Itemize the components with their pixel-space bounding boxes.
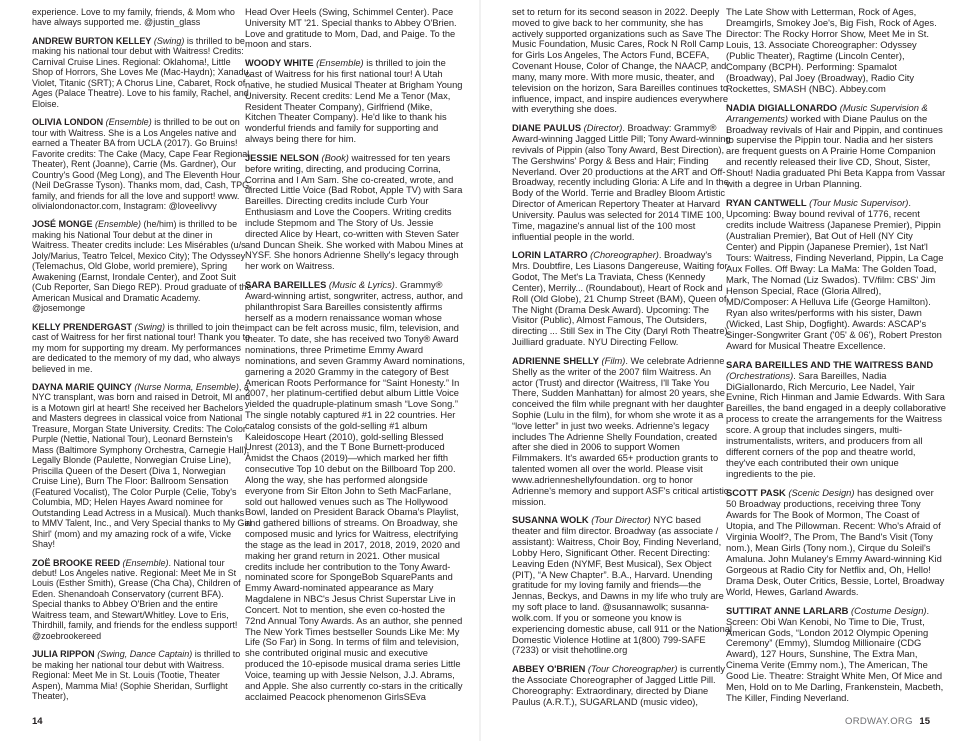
- bio-entry: [726, 606, 946, 705]
- page-number-left: 14: [32, 716, 43, 727]
- bio-text: . Upcoming: Bway bound revival of 1776, recent credits include Waitress (Japanese Premier), Pippin (Australian Premier), Bat Out of Hell (NY City Center) and Pippin (Japanese Premier), 1st Nat'l Tours: Waitress, Finding Neverland, Pippin, La Cage Aux Folles. Off Bway: La MaMa: The Golden Toad, Mark, The Nomad (Liz Swados). TV/film: CBS' Jim Henson Special, Race (Gloria Allred), MD/Composer: A Helluva Life (George Hamilton). Ryan also writes/performs with his sister, Dawn (Wicked, Last Ship, Dogfight). Awards: ASCAP's Singer-Songwriter Grant ('05' & 06'), Robert Preston Award for Musical Theatre Excellence.: [726, 197, 944, 351]
- bio-entry: [512, 356, 732, 508]
- bio-entry: [32, 219, 252, 313]
- bio-role: (Tour Choreographer): [585, 664, 678, 675]
- bio-entry: [245, 153, 465, 272]
- bio-role: (Swing): [151, 35, 185, 46]
- bio-text: . Screen: Obi Wan Kenobi, No Time to Die, Trust, American Gods, “London 2012 Olympic Opening Ceremony” (Emmy), Slumdog Millionaire (CDG Award), 127 Hours, Sunshine, The Extra Man, Cinema Verite (Emmy nom.), The American, The Good Lie. Theatre: Straight White Men, Of Mice and Men, Hold on to Me Darling, Frankenstein, Macbeth, The Killer, Finding Neverland.: [726, 604, 944, 704]
- bio-entry: [32, 558, 252, 642]
- bio-entry: [512, 664, 732, 707]
- bio-entry: [512, 123, 732, 242]
- bio-text: is thrilled to be making his national tour debut with Waitress! Credits: Carnival Cruise Lines. Regional: Oklahoma!, Little Shop of Horrors, She Loves Me (Mac-Haydn); Xanadu, Violet, Titanic (SRT); A Chorus Line, Cabaret, Rock of Ages (Palace Theatre). Love to his family, Rachel, and Eloise.: [32, 35, 252, 109]
- bio-role: (Ensemble): [103, 117, 152, 128]
- bio-role: (Swing): [132, 321, 166, 332]
- folio-right: [845, 716, 930, 727]
- bio-entry: [32, 649, 252, 701]
- bio-text: is thrilled to be making her national tour debut with Waitress. Regional: Meet Me in St. Louis (Tootie, Theater Aspen), Mamma Mia! (Sophie Sheridan, Surflight Theater),: [32, 649, 241, 702]
- page-number-right: 15: [919, 716, 930, 727]
- bio-text: worked with Diane Paulus on the Broadway revivals of Hair and Pippin, and continues to supervise the Pippin tour. Nadia and her sisters are frequent guests on A Prairie Home Companion and recently released their live CD, Shout, Sister, Shout! Nadia graduated Phi Beta Kappa from Vassar with a degree in Urban Planning.: [726, 112, 946, 190]
- bio-continuation: [726, 7, 946, 95]
- bio-role: (Choreographer): [587, 250, 659, 261]
- bio-role: (Tour Director): [588, 515, 651, 526]
- bio-continuation: [32, 7, 252, 28]
- bio-text: , a NYC transplant, was born and raised in Detroit, MI and is a Motown girl at heart! She received her Bachelors and Masters degrees in classical voice from National Treasure, Morgan State University. Credits: The Color Purple (Nettie, National Tour), Leonard Bernstein's Mass (Baltimore Symphony Orchestra, Carnegie Hall), Legally Blonde (Paulette, Norwegian Cruise Line), Priscilla Queen of the Desert (Diva 1, Norwegian Cruise Line), Burn The Floor: Ballroom Sensation (Featured Vocalist), The Color Purple (Celie, Toby's Columbia, MD; Helen Hayes Award nominee for Outstanding Lead Actress in a Musical). Much thanks to MMV Talent, Inc., and Very Special thanks to My Girl Shirl' (mom) and my amazing rock of a wife, Vicke Shay!: [32, 382, 252, 550]
- bio-role: (Orchestrations): [726, 369, 794, 381]
- bio-role: (Film): [598, 355, 626, 366]
- bio-text: is thrilled to join the cast of Waitress for her first national tour! Thank you to my mom for supporting my dream. My performances are dedicated to the memory of my dad, who always believed in me.: [32, 321, 251, 374]
- bio-text: waitressed for ten years before writing, directing, and producing Corrina, Corrina and I Am Sam. She co-created, wrote, and directed Little Voice (Bad Robot, Apple TV) with Sara Bareilles. Directing credits include Curb Your Enthusiasm and Love the Coopers. Writing credits include Stepmom and The Story of Us. Jessie directed Alice by Heart, co-written with Steven Sater and Duncan Sheik. She worked with Mabou Mines at NYSF. She honors Adrienne Shelly's legacy through her work on Waitress.: [245, 152, 464, 272]
- bio-name: SCOTT PASK: [726, 487, 786, 499]
- bio-name: SARA BAREILLES AND THE WAITRESS BAND: [726, 358, 934, 370]
- column-3: [512, 7, 732, 708]
- site-url: ORDWAY.ORG: [845, 716, 913, 727]
- bio-entry: [726, 198, 946, 351]
- bio-entry: [726, 488, 946, 598]
- bio-text: experience. Love to my family, friends, & Mom who have always supported me. @justin_glass: [32, 7, 235, 28]
- bio-text: . National tour debut! Los Angeles native. Regional: Meet Me in St Louis (Esther Smith), Grease (Cha Cha), Children of Eden. Shenandoah Conservatory (current BFA). Special thanks to Abbey O'Brien and the entire Waitress team, and Stewart/Whitley. Love to Eris, Thirdhill, family, and friends for the endless support! @zoebrookereed: [32, 557, 241, 641]
- bio-role: (Ensemble): [92, 219, 142, 230]
- bio-name: RYAN CANTWELL: [726, 197, 807, 209]
- bio-text: . Sara Bareilles, Nadia DiGiallonardo, Rich Mercurio, Lee Nadel, Yair Evnine, Rich Hinman and Jamie Edwards. With Sara Bareilles, the band engaged in a deeply collaborative process to create the arrangements for the Waitress score. A group that includes singers, multi-instrumentalists, writers, and producers from all different corners of the pop and theatre world, they've each contributed their own unique ingredients to the pie.: [726, 369, 946, 480]
- bio-name: DIANE PAULUS: [512, 123, 582, 134]
- bio-name: ANDREW BURTON KELLEY: [32, 35, 152, 46]
- bio-entry: [726, 360, 946, 480]
- bio-name: SARA BAREILLES: [245, 280, 327, 291]
- page-gutter: [479, 0, 481, 741]
- bio-name: JOSÉ MONGE: [32, 219, 93, 230]
- bio-name: LORIN LATARRO: [512, 250, 588, 261]
- bio-text: has designed over 50 Broadway productions, receiving three Tony Awards for The Book of Mormon, The Coast of Utopia, and The Pillowman. Recent: Who's Afraid of Virginia Woolf?, The Prom, The Band's Visit (Tony nom.), Mean Girls (Tony nom.), Cirque du Soleil's Amaluna. John Mulaney's Emmy Award-winning Kid Gorgeous at Radio City for Netflix and, Oh, Hello! Drama Desk, Outer Critics, Bessie, Lortel, Broadway World, Hewes, Garland Awards.: [726, 487, 945, 597]
- bio-text: (he/him) is thrilled to be making his National Tour debut at the diner in Waitress. Theater credits include: Les Misérables (u/s Joly/Marius, Teatro Telcel, Mexico City); The Odyssey (Telemachus, Old Globe, world premiere), Spring Awakening (Earnst, Irondale Center), and Zoot Suit (Cub Reporter, San Diego REP). Proud graduate of the American Musical and Dramatic Academy. @josemonge: [32, 219, 252, 314]
- bio-text: is thrilled to be out on tour with Waitress. She is a Los Angeles native and earned a Theater BA from UCLA (2017). Go Bruins! Favorite credits: The Cake (Macy, Cape Fear Regional Theater), Rent (Joanne), Carrie (Ms. Gardner), Our Country's Good (Meg Long), and The Eleventh Hour (Neil DeGrasse Tyson). Thanks mom, dad, Cash, TPG, family, and friends for all the love and support! www. olivialondonactor.com, Instagram: @loveelivvy: [32, 117, 252, 211]
- bio-text: . Grammy® Award-winning artist, songwriter, actress, author, and philanthropist Sara Bareilles consistently affirms herself as a modern renaissance woman whose impact can be felt across music, film, television, and theater. To date, she has received two Tony® Award nominations, three Primetime Emmy Award nominations, and seven Grammy Award nominations, garnering a 2020 Grammy in the category of Best American Roots Performance for “Saint Honesty.” In 2007, her platinum-certified debut album Little Voice yielded the quadruple-platinum smash “Love Song.” The single notably captured #1 in 22 countries. Her catalog consists of the gold-selling #1 album Kaleidoscope Heart (2010), gold-selling Blessed Unrest (2013), and the T Bone Burnett-produced Amidst the Chaos (2019)—which marked her fifth consecutive Top 10 debut on the Billboard Top 200. Along the way, she has performed alongside everyone from Sir Elton John to Seth MacFarlane, sold out hallowed venues such as The Hollywood Bowl, landed on President Barack Obama's Playlist, and gathered billions of streams. On Broadway, she composed music and lyrics for Waitress, electrifying the stage as the lead in 2017, 2018, 2019, 2020 and making her grand return in 2021. Other musical credits include her contribution to the Tony Award-nominated score for SpongeBob SquarePants and Emmy Award-nominated appearance as Mary Magdalene in NBC's Jesus Christ Superstar Live in Concert. Not to mention, she even co-hosted the 72nd Annual Tony Awards. As an author, she penned The New York Times bestseller Sounds Like Me: My Life (So Far) in Song. In terms of film and television, she contributed original music and executive produced the 10-episode musical drama series Little Voice, teaming up with Jessie Nelson, J.J. Abrams, and Apple. She also currently co-stars in the critically acclaimed Peacock phenomenon GirlsSEva: [245, 280, 465, 702]
- bio-role: (Costume Design): [848, 604, 927, 616]
- bio-continuation: [245, 7, 465, 50]
- bio-name: JULIA RIPPON: [32, 649, 95, 660]
- bio-text: is thrilled to join the cast of Waitress for his first national tour! A Utah native, he studied Musical Theater at Brigham Young University. Recent credits: Lend Me a Tenor (Max, Resident Theater Company), Girlfriend (Mike, Kitchen Theater Company). He'd like to thank his wonderful friends and family for supporting and always being there for him.: [245, 58, 463, 145]
- bio-name: JESSIE NELSON: [245, 152, 319, 163]
- bio-text: . Broadway: Grammy® Award-winning Jagged Little Pill; Tony Award-winning revivals of Pippin (also Tony Award, Best Direction), The Gershwins' Porgy & Bess and Hair; Finding Neverland. Over 20 productions at the ART and Off-Broadway, recently including Gloria: A Life and In the Body of the World. Terrie and Bradley Bloom Artistic Director of American Repertory Theater at Harvard University. Paulus was selected for 2014 TIME 100, Time, magazine's annual list of the 100 most influential people in the world.: [512, 123, 731, 242]
- bio-name: SUTTIRAT ANNE LARLARB: [726, 604, 849, 616]
- bio-role: (Nurse Norma, Ensemble): [131, 382, 239, 392]
- bio-role: (Swing, Dance Captain): [94, 649, 193, 660]
- bio-entry: [512, 515, 732, 656]
- bio-entry: [32, 382, 252, 550]
- bio-name: NADIA DIGIALLONARDO: [726, 101, 838, 113]
- bio-text: The Late Show with Letterman, Rock of Ages, Dreamgirls, Smokey Joe's, Big Fish, Rock of Ages. Director: The Rocky Horror Show, Meet Me in St. Louis, 13. Associate Choreographer: Odyssey (Public Theater), Ragtime (Lincoln Center), Company (BCPH). Performing: Spamalot (Broadway), Pal Joey (Broadway), Radio City Rockettes, SMASH (NBC). Abbey.com: [726, 6, 937, 94]
- bio-text: NYC based theater and film director. Broadway (as associate / assistant): Waitress, Choir Boy, Finding Neverland, Lobby Hero, Significant Other. Recent Directing: Leaving Eden (NYMF, Best Musical), Sex Object (PIT), “A New Chapter”. B.A., Harvard. Unending gratitude for my loving family and friends—the Jennas, Beckys, and Dawns in my life who truly are my soft place to land. @susannawolk; susanna-wolk.com. If you or someone you know is experiencing domestic abuse, call 911 or the National Domestic Violence Hotline at 1(800) 799-SAFE (7233) or visit thehotline.org: [512, 515, 732, 656]
- bio-name: DAYNA MARIE QUINCY: [32, 382, 132, 392]
- bio-entry: [32, 117, 252, 211]
- bio-name: ADRIENNE SHELLY: [512, 355, 599, 366]
- bio-role: (Music Supervision & Arrangements): [726, 101, 928, 124]
- bio-entry: [726, 103, 946, 191]
- bio-role: (Tour Music Supervisor): [806, 197, 909, 209]
- bio-entry: [512, 250, 732, 347]
- bio-role: (Ensemble): [120, 557, 169, 568]
- column-2: [245, 7, 465, 702]
- bio-role: (Music & Lyrics): [326, 280, 395, 291]
- bio-role: (Scenic Design): [785, 487, 855, 499]
- bio-name: ABBEY O'BRIEN: [512, 664, 586, 675]
- bio-text: Head Over Heels (Swing, Schimmel Center). Pace University MT '21. Special thanks to Abbey O'Brien. Love and gratitude to Mom, Dad, and Paige. To the moon and stars.: [245, 7, 457, 50]
- bio-entry: [32, 322, 252, 374]
- bio-name: ZOË BROOKE REED: [32, 557, 121, 568]
- bio-name: SUSANNA WOLK: [512, 515, 589, 526]
- bio-entry: [245, 58, 465, 145]
- bio-role: (Director): [581, 123, 623, 134]
- bio-entry: [32, 36, 252, 109]
- bio-entry: [245, 280, 465, 702]
- column-1: [32, 7, 252, 702]
- bio-text: . We celebrate Adrienne Shelly as the writer of the 2007 film Waitress. An actor (Trust) and director (Waitress, I'll Take You There, Sudden Manhattan) for almost 20 years, she conceived the film while pregnant with her daughter Sophie (Lulu in the film), for whom she wrote it as a “love letter” in just two weeks. Adrienne's legacy includes The Adrienne Shelly Foundation, created after she died in 2006 to support Women Filmmakers. It's awarded 65+ production grants to talented women all over the world. Please visit www.adrienneshellyfoundation. org to honor Adrienne's memory and support ASF's critical artistic mission.: [512, 355, 729, 507]
- bio-continuation: [512, 7, 732, 115]
- bio-text: . Broadway's Mrs. Doubtfire, Les Liasons Dangereuse, Waiting for Godot, The Met's La Traviata, Chess (Kennedy Center), Merrily... (Roundabout), Heart of Rock and Roll (Old Globe), 21 Chump Street (BAM), Queen of The Night (Drama Desk Award). Upcoming: The Visitor (Public), Almost Famous, The Outsiders, directing ... Still Sex in The City (Daryl Roth Theatre). Juilliard graduate. NYU Directing Fellow.: [512, 250, 731, 348]
- bio-text: is currently the Associate Choreographer of Jagged Little Pill. Choreography: Extraordinary, directed by Diane Paulus (A.R.T.), SUGARLAND (music video),: [512, 664, 726, 707]
- column-4: [726, 7, 946, 704]
- bio-role: (Book): [318, 152, 349, 163]
- bio-text: set to return for its second season in 2022. Deeply moved to give back to her community, she has actively supported organizations such as Save The Music Foundation, Music Cares, Rock N Roll Camp for Girls Los Angeles, The Actors Fund, BCEFA, Covenant House, Color of Change, the NAACP, and many, many more. With more music, theater, and television on the horizon, Sara Bareilles continues to influence, impact, and inspire audiences everywhere with everything she does.: [512, 7, 729, 115]
- bio-name: WOODY WHITE: [245, 58, 314, 69]
- bio-role: (Ensemble): [313, 58, 364, 69]
- bio-name: KELLY PRENDERGAST: [32, 321, 133, 332]
- bio-name: OLIVIA LONDON: [32, 117, 104, 128]
